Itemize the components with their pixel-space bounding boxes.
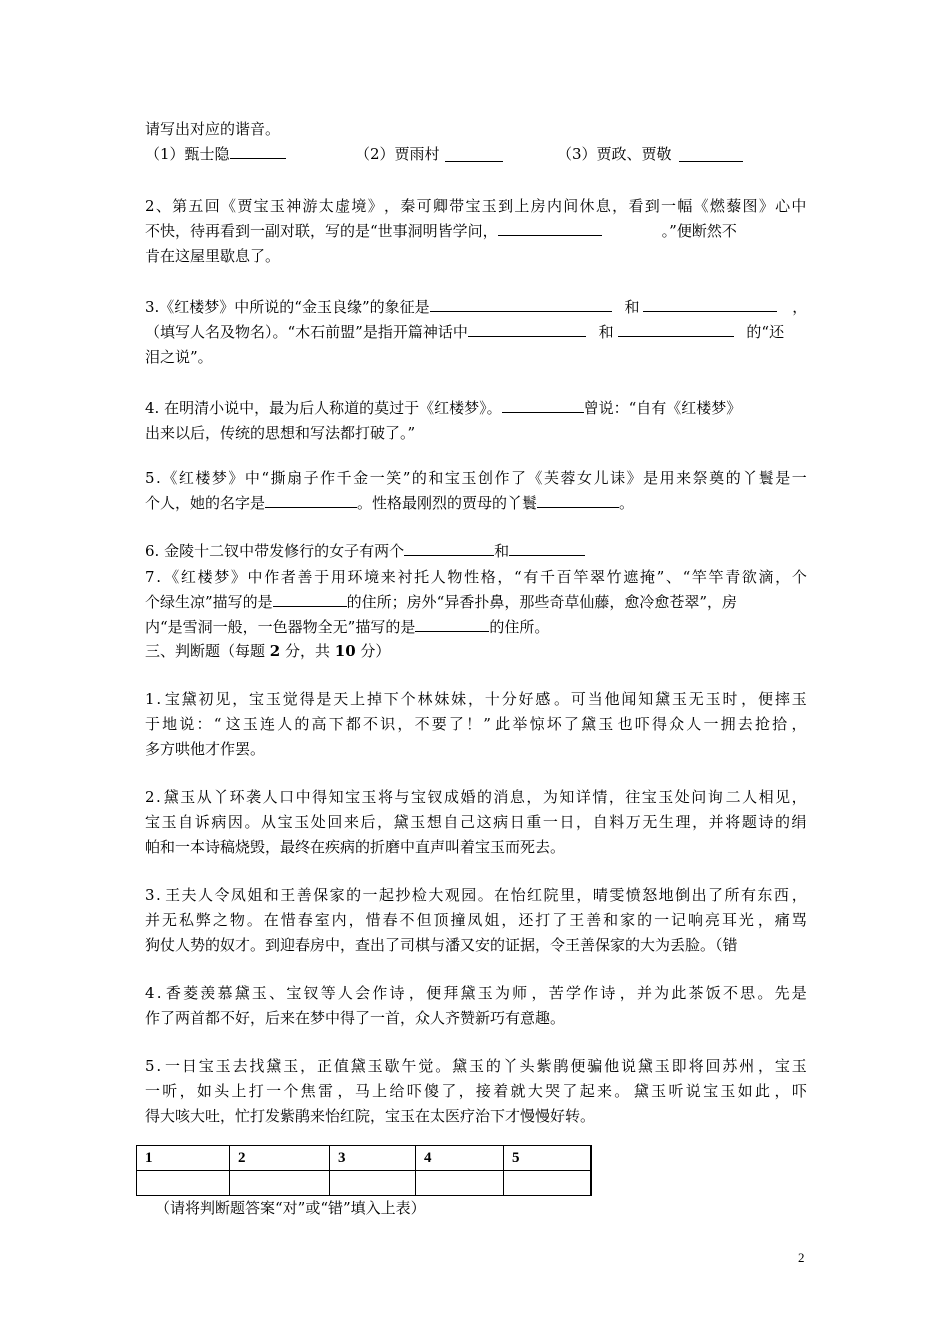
answer-table-input-row: [137, 1171, 592, 1196]
table-note: （请将判断题答案“对”或“错”填入上表）: [155, 1199, 426, 1217]
question-5-line-2: 个人，她的名字是 。性格最刚烈的贾母的丫鬟 。: [145, 494, 635, 512]
question-4-line-2: 出来以后，传统的思想和写法都打破了。”: [145, 424, 416, 442]
question-7-line-2: 个绿生凉”描写的是 的住所；房外“异香扑鼻，那些奇草仙藤，愈冷愈苍翠”，房: [145, 593, 738, 611]
question-2-line-1: 2 、 第 五 回 《 贾 宝 玉 神 游 太 虚 境 》 ， 秦 可 卿 带 宝 玉 到 上 房 内 间 休 息 ， 看 到 一 幅 《 燃 藜 图 》 心 中: [145, 197, 807, 215]
answer-header-5: 5: [504, 1146, 592, 1171]
q3-answer-blank-1[interactable]: [430, 296, 612, 312]
page-number: 2: [798, 1250, 805, 1265]
judgement-1-line-3: 多方哄他才作罢。: [145, 740, 266, 758]
intro-text: 请写出对应的谐音。: [145, 120, 281, 138]
q6-answer-blank-1[interactable]: [404, 540, 494, 556]
q5-answer-blank-1[interactable]: [265, 492, 357, 508]
answer-table: [136, 1145, 592, 1196]
answer-cell-5[interactable]: [504, 1171, 592, 1196]
q1-answer-blank-1[interactable]: [230, 143, 286, 159]
q4-answer-blank[interactable]: [502, 397, 584, 413]
judgement-2-line-1: 2 . 黛 玉 从 丫 环 袭 人 口 中 得 知 宝 玉 将 与 宝 钗 成 婚 的 消 息 ， 为 知 详 情 ， 往 宝 玉 处 问 询 二 人 相 见 ，: [145, 788, 807, 806]
question-2-line-3: 肯在这屋里歇息了。: [145, 247, 281, 265]
answer-header-2: 2: [230, 1146, 330, 1171]
answer-cell-2[interactable]: [230, 1171, 330, 1196]
q7-answer-blank-2[interactable]: [415, 616, 489, 632]
judgement-5-line-3: 得大咳大吐，忙打发紫鹃来怡红院，宝玉在太医疗治下才慢慢好转。: [145, 1107, 596, 1125]
answer-header-3: 3: [330, 1146, 416, 1171]
answer-cell-4[interactable]: [416, 1171, 504, 1196]
q1-part-1: （1）甄士隐: [145, 145, 230, 163]
q3-answer-blank-3[interactable]: [468, 321, 586, 337]
judgement-2-line-3: 帕和一本诗稿烧毁，最终在疾病的折磨中直声叫着宝玉而死去。: [145, 838, 566, 856]
question-6: 6. 金陵十二钗中带发修行的女子有两个 和: [145, 540, 585, 562]
judgement-2-line-2: 宝 玉 自 诉 病 因 。 从 宝 玉 处 回 来 后 ， 黛 玉 想 自 己 这 病 日 重 一 日 ， 自 料 万 无 生 理 ， 并 将 题 诗 的 绢: [145, 813, 807, 831]
answer-header-1: 1: [137, 1146, 230, 1171]
answer-cell-1[interactable]: [137, 1171, 230, 1196]
question-3-line-2: （填写人名及物名）。“木石前盟”是指开篇神话中 和 的“还: [145, 323, 785, 341]
question-7-line-3: 内“是雪洞一般，一色器物全无”描写的是 的住所。: [145, 618, 550, 636]
q5-answer-blank-2[interactable]: [537, 492, 619, 508]
q1-answer-blank-3[interactable]: [679, 146, 743, 162]
judgement-3-line-3: 狗仗人势的奴才。到迎春房中，查出了司棋与潘又安的证据，令王善保家的大为丢脸。（错: [145, 936, 738, 954]
question-7-line-1: 7 . 《 红 楼 梦 》 中 作 者 善 于 用 环 境 来 衬 托 人 物 性 格 ， “ 有 千 百 竿 翠 竹 遮 掩 ” 、 “ 竿 竿 青 欲 滴 ， 个: [145, 568, 807, 586]
answer-table-header-row: [137, 1146, 592, 1171]
judgement-5-line-2: 一 听 ， 如 头 上 打 一 个 焦 雷 ， 马 上 给 吓 傻 了 ， 接 着 就 大 哭 了 起 来 。 黛 玉 听 说 宝 玉 如 此 ， 吓: [145, 1082, 807, 1100]
judgement-3-line-1: 3 . 王 夫 人 令 凤 姐 和 王 善 保 家 的 一 起 抄 检 大 观 园 。 在 怡 红 院 里 ， 晴 雯 愤 怒 地 倒 出 了 所 有 东 西 ，: [145, 886, 807, 904]
question-1-row: [145, 143, 672, 165]
question-3-line-1: 3.《红楼梦》中所说的“金玉良缘”的象征是 和 ，: [145, 298, 808, 316]
q2-answer-blank[interactable]: [498, 220, 602, 236]
judgement-3-line-2: 并 无 私 弊 之 物 。 在 惜 春 室 内 ， 惜 春 不 但 顶 撞 凤 姐 ， 还 打 了 王 善 和 家 的 一 记 响 亮 耳 光 ， 痛 骂: [145, 911, 807, 929]
answer-cell-3[interactable]: [330, 1171, 416, 1196]
q1-part-3: （3）贾政、贾敬: [557, 145, 672, 163]
judgement-1-line-1: 1 . 宝 黛 初 见 ， 宝 玉 觉 得 是 天 上 掉 下 个 林 妹 妹 ， 十 分 好 感 。 可 当 他 闻 知 黛 玉 无 玉 时 ， 便 摔 玉: [145, 690, 807, 708]
question-2-line-2: 不快，待再看到一副对联，写的是“世事洞明皆学问， 。”便断然不: [145, 222, 737, 240]
q7-answer-blank-1[interactable]: [273, 591, 347, 607]
judgement-5-line-1: 5 . 一 日 宝 玉 去 找 黛 玉 ， 正 值 黛 玉 歇 午 觉 。 黛 玉 的 丫 头 紫 鹃 便 骗 他 说 黛 玉 即 将 回 苏 州 ， 宝 玉: [145, 1057, 807, 1075]
q1-answer-blank-2[interactable]: [445, 146, 503, 162]
q1-part-2: （2）贾雨村: [355, 145, 440, 163]
judgement-4-line-1: 4 . 香 菱 羡 慕 黛 玉 、 宝 钗 等 人 会 作 诗 ， 便 拜 黛 玉 为 师 ， 苦 学 作 诗 ， 并 为 此 茶 饭 不 思 。 先 是: [145, 984, 807, 1002]
question-4-line-1: 4. 在明清小说中，最为后人称道的莫过于《红楼梦》。 曾说：“自有《红楼梦》: [145, 399, 742, 417]
question-3-line-3: 泪之说”。: [145, 348, 213, 366]
q3-answer-blank-2[interactable]: [643, 296, 777, 312]
judgement-4-line-2: 作了两首都不好，后来在梦中得了一首，众人齐赞新巧有意趣。: [145, 1009, 566, 1027]
q3-answer-blank-4[interactable]: [618, 321, 734, 337]
section-3-heading: 三、判断题（每题 2 分，共 10 分）: [145, 642, 391, 660]
answer-header-4: 4: [416, 1146, 504, 1171]
judgement-1-line-2: 于 地 说 ： “ 这 玉 连 人 的 高 下 都 不 识 ， 不 要 了 ！ ” 此 举 惊 坏 了 黛 玉 也 吓 得 众 人 一 拥 去 抢 拾 ，: [145, 715, 807, 733]
q6-answer-blank-2[interactable]: [509, 540, 585, 556]
question-5-line-1: 5 . 《 红 楼 梦 》 中 “ 撕 扇 子 作 千 金 一 笑 ” 的 和 宝 玉 创 作 了 《 芙 蓉 女 儿 诔 》 是 用 来 祭 奠 的 丫 鬟 是 一: [145, 469, 807, 487]
